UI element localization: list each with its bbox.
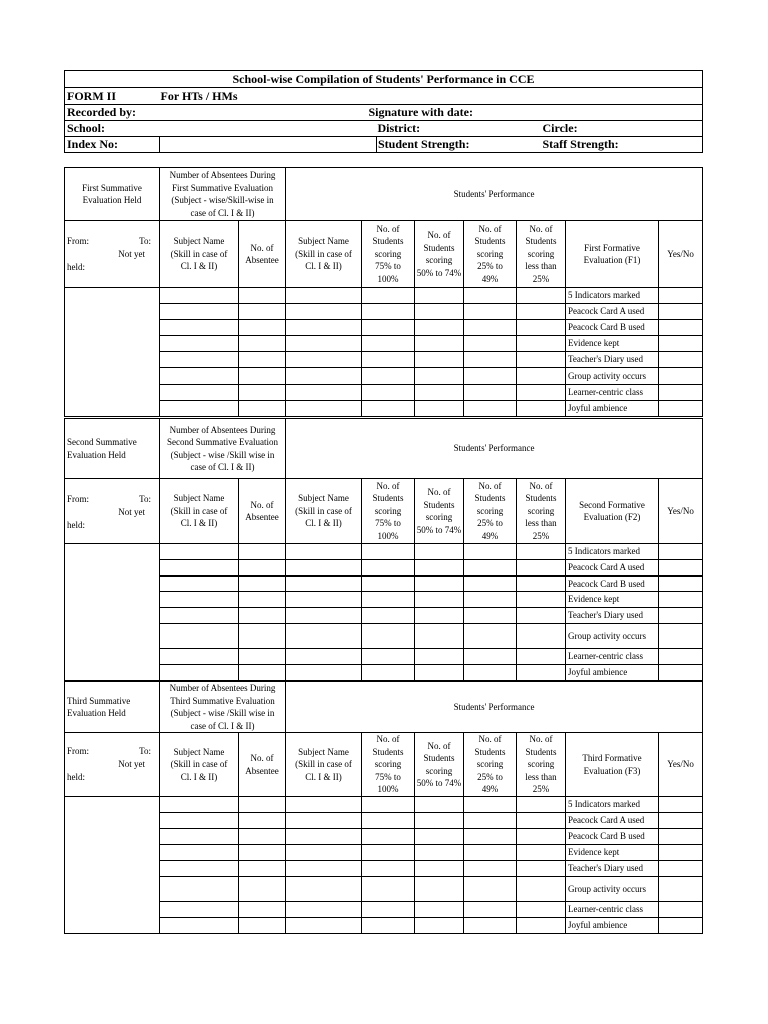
data-cell[interactable]: [517, 665, 566, 681]
data-cell[interactable]: [286, 368, 362, 385]
indicator-label: Joyful ambience: [566, 918, 659, 934]
indicator-label: Joyful ambience: [566, 665, 659, 681]
data-cell[interactable]: [464, 385, 517, 401]
data-cell[interactable]: [415, 401, 464, 417]
indicator-label: Group activity occurs: [566, 368, 659, 385]
third-summative-section: [64, 681, 703, 934]
data-cell[interactable]: [286, 861, 362, 877]
data-cell[interactable]: [286, 320, 362, 336]
score-50-74-header: No. of Students scoring 50% to 74%: [415, 221, 464, 288]
data-cell[interactable]: [362, 544, 415, 560]
staff-strength-label: Staff Strength:: [543, 137, 703, 153]
data-cell[interactable]: [415, 829, 464, 845]
yesno-cell[interactable]: [659, 845, 703, 861]
score-25-49-header: No. of Students scoring 25% to 49%: [464, 221, 517, 288]
second-summative-section: [64, 418, 703, 681]
data-cell[interactable]: [362, 845, 415, 861]
data-cell[interactable]: [160, 544, 239, 560]
data-cell[interactable]: [160, 918, 239, 934]
data-cell[interactable]: [415, 304, 464, 320]
form-audience: For HTs / HMs: [160, 88, 703, 105]
data-cell[interactable]: [239, 592, 286, 608]
data-cell[interactable]: [517, 918, 566, 934]
data-cell[interactable]: [415, 385, 464, 401]
yesno-cell[interactable]: [659, 608, 703, 624]
data-cell[interactable]: [517, 813, 566, 829]
yesno-cell[interactable]: [659, 877, 703, 902]
data-cell[interactable]: [286, 401, 362, 417]
data-cell[interactable]: [415, 544, 464, 560]
formative-header: Third Formative Evaluation (F3): [566, 733, 659, 797]
data-cell[interactable]: [415, 861, 464, 877]
score-below-25-header: No. of Students scoring less than 25%: [517, 221, 566, 288]
score-25-49-header: No. of Students scoring 25% to 49%: [464, 733, 517, 797]
yesno-cell[interactable]: [659, 401, 703, 417]
index-no-label: Index No:: [65, 137, 160, 153]
data-cell[interactable]: [239, 813, 286, 829]
data-cell[interactable]: [517, 624, 566, 649]
indicator-label: Teacher's Diary used: [566, 861, 659, 877]
indicator-label: 5 Indicators marked: [566, 288, 659, 304]
school-label: School:: [65, 121, 377, 137]
data-cell[interactable]: [362, 592, 415, 608]
data-cell[interactable]: [239, 845, 286, 861]
absentee-count-header: No. of Absentee: [239, 479, 286, 544]
data-cell[interactable]: [160, 592, 239, 608]
data-cell[interactable]: [517, 797, 566, 813]
data-cell[interactable]: [239, 352, 286, 368]
data-cell[interactable]: [362, 401, 415, 417]
data-cell[interactable]: [239, 288, 286, 304]
data-cell[interactable]: [362, 352, 415, 368]
data-cell[interactable]: [517, 352, 566, 368]
data-cell[interactable]: [239, 608, 286, 624]
dates-entry-cell[interactable]: [65, 797, 160, 934]
score-25-49-header: No. of Students scoring 25% to 49%: [464, 479, 517, 544]
data-cell[interactable]: [286, 624, 362, 649]
data-cell[interactable]: [239, 320, 286, 336]
data-cell[interactable]: [160, 813, 239, 829]
absentee-count-header: No. of Absentee: [239, 221, 286, 288]
data-cell[interactable]: [160, 665, 239, 681]
yesno-cell[interactable]: [659, 592, 703, 608]
yesno-cell[interactable]: [659, 902, 703, 918]
score-50-74-header: No. of Students scoring 50% to 74%: [415, 479, 464, 544]
data-cell[interactable]: [239, 665, 286, 681]
data-cell[interactable]: [517, 592, 566, 608]
data-cell[interactable]: [160, 320, 239, 336]
data-cell[interactable]: [415, 352, 464, 368]
yesno-cell[interactable]: [659, 665, 703, 681]
data-cell[interactable]: [160, 797, 239, 813]
data-cell[interactable]: [239, 797, 286, 813]
data-cell[interactable]: [362, 877, 415, 902]
data-cell[interactable]: [239, 918, 286, 934]
data-cell[interactable]: [464, 861, 517, 877]
data-cell[interactable]: [517, 320, 566, 336]
indicator-label: Teacher's Diary used: [566, 608, 659, 624]
data-cell[interactable]: [362, 902, 415, 918]
yesno-cell[interactable]: [659, 918, 703, 934]
data-cell[interactable]: [239, 649, 286, 665]
data-cell[interactable]: [517, 649, 566, 665]
dates-entry-cell[interactable]: [65, 288, 160, 417]
summative-held-label: Second Summative Evaluation Held: [65, 419, 160, 479]
data-cell[interactable]: [362, 624, 415, 649]
score-75-100-header: No. of Students scoring 75% to 100%: [362, 221, 415, 288]
data-cell[interactable]: [286, 576, 362, 592]
indicator-label: Learner-centric class: [566, 385, 659, 401]
data-cell[interactable]: [464, 544, 517, 560]
data-cell[interactable]: [286, 544, 362, 560]
data-cell[interactable]: [160, 829, 239, 845]
yesno-cell[interactable]: [659, 544, 703, 560]
data-cell[interactable]: [464, 877, 517, 902]
data-cell[interactable]: [415, 592, 464, 608]
summative-held-label: First Summative Evaluation Held: [65, 168, 160, 221]
formative-header: Second Formative Evaluation (F2): [566, 479, 659, 544]
data-cell[interactable]: [517, 385, 566, 401]
data-cell[interactable]: [415, 608, 464, 624]
form-header: [64, 70, 703, 153]
from-to-cell[interactable]: From: To: Not yet held:: [65, 733, 160, 797]
data-cell[interactable]: [160, 608, 239, 624]
data-cell[interactable]: [160, 649, 239, 665]
data-cell[interactable]: [517, 861, 566, 877]
indicator-label: Group activity occurs: [566, 877, 659, 902]
data-cell[interactable]: [239, 368, 286, 385]
students-performance-header: Students' Performance: [286, 419, 703, 479]
data-cell[interactable]: [239, 576, 286, 592]
data-cell[interactable]: [286, 352, 362, 368]
perf-subject-name-header: Subject Name (Skill in case of Cl. I & II): [286, 221, 362, 288]
data-cell[interactable]: [239, 401, 286, 417]
yesno-cell[interactable]: [659, 368, 703, 385]
absentee-count-header: No. of Absentee: [239, 733, 286, 797]
data-cell[interactable]: [286, 902, 362, 918]
from-to-cell[interactable]: From: To: Not yet held:: [65, 479, 160, 544]
data-cell[interactable]: [286, 608, 362, 624]
data-cell[interactable]: [415, 845, 464, 861]
data-cell[interactable]: [239, 902, 286, 918]
data-cell[interactable]: [286, 288, 362, 304]
data-cell[interactable]: [362, 368, 415, 385]
data-cell[interactable]: [362, 304, 415, 320]
dates-entry-cell[interactable]: [65, 544, 160, 681]
data-cell[interactable]: [362, 918, 415, 934]
yesno-cell[interactable]: [659, 336, 703, 352]
indicator-label: 5 Indicators marked: [566, 544, 659, 560]
circle-label: Circle:: [543, 121, 703, 137]
yesno-cell[interactable]: [659, 829, 703, 845]
yesno-cell[interactable]: [659, 288, 703, 304]
data-cell[interactable]: [517, 829, 566, 845]
indicator-label: Joyful ambience: [566, 401, 659, 417]
data-cell[interactable]: [239, 861, 286, 877]
indicator-label: Evidence kept: [566, 592, 659, 608]
data-cell[interactable]: [239, 336, 286, 352]
yesno-cell[interactable]: [659, 813, 703, 829]
data-cell[interactable]: [464, 288, 517, 304]
data-cell[interactable]: [464, 336, 517, 352]
yesno-cell[interactable]: [659, 624, 703, 649]
data-cell[interactable]: [517, 576, 566, 592]
data-cell[interactable]: [415, 624, 464, 649]
data-cell[interactable]: [160, 560, 239, 576]
students-performance-header: Students' Performance: [286, 168, 703, 221]
data-cell[interactable]: [239, 560, 286, 576]
data-cell[interactable]: [464, 813, 517, 829]
yesno-cell[interactable]: [659, 304, 703, 320]
subject-name-header: Subject Name (Skill in case of Cl. I & II): [160, 221, 239, 288]
yesno-header: Yes/No: [659, 479, 703, 544]
data-cell[interactable]: [286, 797, 362, 813]
data-cell[interactable]: [239, 304, 286, 320]
data-cell[interactable]: [286, 649, 362, 665]
data-cell[interactable]: [160, 385, 239, 401]
yesno-cell[interactable]: [659, 576, 703, 592]
yesno-cell[interactable]: [659, 861, 703, 877]
index-no-field[interactable]: [160, 137, 377, 153]
data-cell[interactable]: [517, 288, 566, 304]
data-cell[interactable]: [362, 861, 415, 877]
indicator-label: Peacock Card B used: [566, 576, 659, 592]
data-cell[interactable]: [362, 797, 415, 813]
data-cell[interactable]: [160, 304, 239, 320]
data-cell[interactable]: [286, 918, 362, 934]
data-cell[interactable]: [464, 845, 517, 861]
data-cell[interactable]: [160, 288, 239, 304]
indicator-label: 5 Indicators marked: [566, 797, 659, 813]
formative-header: First Formative Evaluation (F1): [566, 221, 659, 288]
indicator-label: Peacock Card B used: [566, 829, 659, 845]
data-cell[interactable]: [415, 288, 464, 304]
indicator-label: Learner-centric class: [566, 649, 659, 665]
data-cell[interactable]: [464, 608, 517, 624]
data-cell[interactable]: [362, 813, 415, 829]
first-summative-section: [64, 167, 703, 417]
data-cell[interactable]: [415, 797, 464, 813]
data-cell[interactable]: [160, 902, 239, 918]
data-cell[interactable]: [362, 320, 415, 336]
summative-held-label: Third Summative Evaluation Held: [65, 682, 160, 733]
data-cell[interactable]: [286, 877, 362, 902]
data-cell[interactable]: [362, 336, 415, 352]
data-cell[interactable]: [517, 304, 566, 320]
absentees-header: Number of Absentees During Third Summative Evaluation (Subject - wise /Skill wise in case of Cl. I & II): [160, 682, 286, 733]
score-below-25-header: No. of Students scoring less than 25%: [517, 479, 566, 544]
data-cell[interactable]: [415, 877, 464, 902]
data-cell[interactable]: [415, 336, 464, 352]
recorded-by-label: Recorded by:: [65, 105, 287, 121]
data-cell[interactable]: [160, 576, 239, 592]
data-cell[interactable]: [362, 560, 415, 576]
yesno-cell[interactable]: [659, 649, 703, 665]
indicator-label: Peacock Card A used: [566, 560, 659, 576]
data-cell[interactable]: [415, 560, 464, 576]
data-cell[interactable]: [517, 608, 566, 624]
indicator-label: Evidence kept: [566, 845, 659, 861]
data-cell[interactable]: [415, 665, 464, 681]
data-cell[interactable]: [415, 576, 464, 592]
data-cell[interactable]: [286, 304, 362, 320]
data-cell[interactable]: [239, 877, 286, 902]
data-cell[interactable]: [464, 368, 517, 385]
data-cell[interactable]: [362, 649, 415, 665]
data-cell[interactable]: [286, 813, 362, 829]
yesno-cell[interactable]: [659, 797, 703, 813]
indicator-label: Evidence kept: [566, 336, 659, 352]
data-cell[interactable]: [286, 336, 362, 352]
data-cell[interactable]: [415, 368, 464, 385]
data-cell[interactable]: [464, 320, 517, 336]
data-cell[interactable]: [415, 320, 464, 336]
indicator-label: Peacock Card B used: [566, 320, 659, 336]
data-cell[interactable]: [239, 385, 286, 401]
indicator-label: Peacock Card A used: [566, 304, 659, 320]
data-cell[interactable]: [464, 401, 517, 417]
data-cell[interactable]: [464, 304, 517, 320]
data-cell[interactable]: [160, 368, 239, 385]
subject-name-header: Subject Name (Skill in case of Cl. I & II): [160, 479, 239, 544]
data-cell[interactable]: [464, 624, 517, 649]
data-cell[interactable]: [286, 845, 362, 861]
student-strength-label: Student Strength:: [377, 137, 543, 153]
score-50-74-header: No. of Students scoring 50% to 74%: [415, 733, 464, 797]
indicator-label: Teacher's Diary used: [566, 352, 659, 368]
score-75-100-header: No. of Students scoring 75% to 100%: [362, 479, 415, 544]
data-cell[interactable]: [160, 352, 239, 368]
data-cell[interactable]: [464, 649, 517, 665]
yesno-cell[interactable]: [659, 560, 703, 576]
data-cell[interactable]: [464, 797, 517, 813]
data-cell[interactable]: [286, 560, 362, 576]
data-cell[interactable]: [239, 544, 286, 560]
data-cell[interactable]: [464, 902, 517, 918]
indicator-label: Group activity occurs: [566, 624, 659, 649]
data-cell[interactable]: [415, 918, 464, 934]
data-cell[interactable]: [415, 902, 464, 918]
yesno-header: Yes/No: [659, 221, 703, 288]
absentees-header: Number of Absentees During First Summative Evaluation (Subject - wise/Skill-wise in case of Cl. I & II): [160, 168, 286, 221]
data-cell[interactable]: [160, 336, 239, 352]
score-75-100-header: No. of Students scoring 75% to 100%: [362, 733, 415, 797]
data-cell[interactable]: [362, 608, 415, 624]
data-cell[interactable]: [517, 877, 566, 902]
data-cell[interactable]: [160, 877, 239, 902]
data-cell[interactable]: [464, 560, 517, 576]
yesno-header: Yes/No: [659, 733, 703, 797]
indicator-label: Peacock Card A used: [566, 813, 659, 829]
data-cell[interactable]: [415, 649, 464, 665]
data-cell[interactable]: [464, 665, 517, 681]
data-cell[interactable]: [286, 665, 362, 681]
data-cell[interactable]: [464, 592, 517, 608]
indicator-label: Learner-centric class: [566, 902, 659, 918]
data-cell[interactable]: [362, 829, 415, 845]
data-cell[interactable]: [160, 401, 239, 417]
data-cell[interactable]: [362, 665, 415, 681]
yesno-cell[interactable]: [659, 385, 703, 401]
data-cell[interactable]: [362, 385, 415, 401]
score-below-25-header: No. of Students scoring less than 25%: [517, 733, 566, 797]
perf-subject-name-header: Subject Name (Skill in case of Cl. I & II): [286, 479, 362, 544]
data-cell[interactable]: [362, 288, 415, 304]
district-label: District:: [377, 121, 543, 137]
data-cell[interactable]: [286, 385, 362, 401]
signature-label: Signature with date:: [287, 105, 703, 121]
data-cell[interactable]: [362, 576, 415, 592]
perf-subject-name-header: Subject Name (Skill in case of Cl. I & II): [286, 733, 362, 797]
data-cell[interactable]: [415, 813, 464, 829]
data-cell[interactable]: [160, 845, 239, 861]
data-cell[interactable]: [464, 352, 517, 368]
data-cell[interactable]: [239, 829, 286, 845]
data-cell[interactable]: [517, 902, 566, 918]
form-title-text: School-wise Compilation of Students' Performance in CCE: [65, 71, 703, 88]
form-number: FORM II: [65, 88, 160, 105]
data-cell[interactable]: [239, 624, 286, 649]
data-cell[interactable]: [464, 576, 517, 592]
data-cell[interactable]: [517, 336, 566, 352]
data-cell[interactable]: [517, 368, 566, 385]
subject-name-header: Subject Name (Skill in case of Cl. I & II): [160, 733, 239, 797]
students-performance-header: Students' Performance: [286, 682, 703, 733]
data-cell[interactable]: [286, 829, 362, 845]
data-cell[interactable]: [517, 560, 566, 576]
data-cell[interactable]: [517, 544, 566, 560]
data-cell[interactable]: [517, 401, 566, 417]
data-cell[interactable]: [464, 829, 517, 845]
data-cell[interactable]: [286, 592, 362, 608]
data-cell[interactable]: [160, 624, 239, 649]
yesno-cell[interactable]: [659, 352, 703, 368]
data-cell[interactable]: [160, 861, 239, 877]
data-cell[interactable]: [517, 845, 566, 861]
yesno-cell[interactable]: [659, 320, 703, 336]
from-to-cell[interactable]: From: To: Not yet held:: [65, 221, 160, 288]
data-cell[interactable]: [464, 918, 517, 934]
absentees-header: Number of Absentees During Second Summative Evaluation (Subject - wise /Skill wise in case of Cl. I & II): [160, 419, 286, 479]
